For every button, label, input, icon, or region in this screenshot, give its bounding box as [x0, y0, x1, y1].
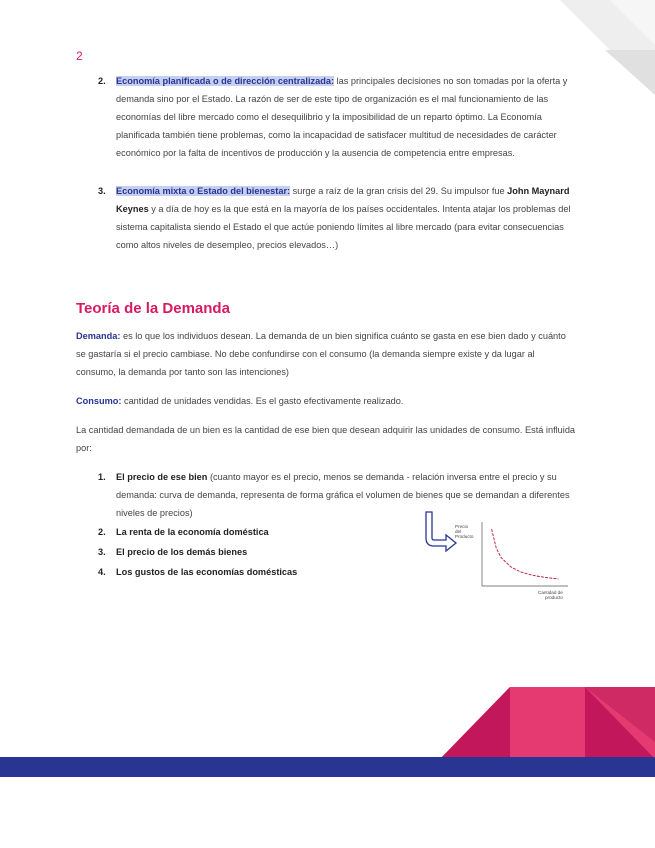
- x-axis-label: [538, 590, 564, 600]
- person-name: John Maynard Keynes: [116, 186, 570, 214]
- list-text: [116, 182, 583, 254]
- factor-text: (cuanto mayor es el precio, menos se demanda - relación inversa entre el precio y su demanda: curva de demanda, representa de forma gráfica el volumen de bienes que se demandan a diferentes niveles de precios): [116, 472, 570, 518]
- y-label-line: del: [455, 529, 462, 534]
- bottom-decoration: [440, 687, 655, 759]
- list-number: 1.: [98, 472, 106, 482]
- list-number: 4.: [98, 567, 106, 577]
- definition-text: las principales decisiones no son tomadas por la oferta y demanda sino por el Estado. La razón de ser de este tipo de organización es el mal funcionamiento de las economías del libre mercado como el desequilibrio y la imposibilidad de un reparto óptimo. La Economía planificada también tiene problemas, como la incapacidad de satisfacer multitud de necesidades de carácter económico por la falta de incentivos de producción y la ausencia de competencia entre empresas.: [116, 76, 568, 158]
- footer-band: [0, 757, 655, 777]
- factor-label: La renta de la economía doméstica: [116, 527, 269, 537]
- factor-label: El precio de ese bien: [116, 472, 208, 482]
- definition-text: cantidad de unidades vendidas. Es el gasto efectivamente realizado.: [121, 396, 404, 406]
- y-label-line: Producto: [455, 534, 474, 539]
- y-label-line: Precio: [455, 524, 469, 529]
- section-title: Teoría de la Demanda: [76, 300, 230, 317]
- term-keyword: Consumo:: [76, 396, 122, 406]
- list-item-planned-economy: [98, 72, 583, 162]
- list-number: 3.: [98, 186, 106, 196]
- y-axis-label: [455, 524, 474, 539]
- list-item-mixed-economy: [98, 182, 583, 254]
- x-label-line: producto: [545, 595, 563, 600]
- definition-text: es lo que los individuos desean. La demanda de un bien significa cuánto se gasta en ese bien dado y cuánto se gastaría si el precio cambiase. No debe confundirse con el consumo (la demanda siempre existe y da lugar al consumo, la demanda por tanto son las intenciones): [76, 331, 566, 377]
- demand-curve-line: [492, 529, 559, 579]
- demanda-paragraph: [76, 327, 576, 381]
- factor-label: Los gustos de las economías domésticas: [116, 567, 298, 577]
- definition-text: surge a raíz de la gran crisis del 29. Su impulsor fue: [290, 186, 508, 196]
- consumo-paragraph: [76, 392, 576, 410]
- list-text: [116, 72, 583, 162]
- demand-curve-chart: [450, 518, 575, 603]
- x-label-line: Cantidad de: [538, 590, 563, 595]
- factor-label: El precio de los demás bienes: [116, 547, 248, 557]
- term-highlight: Economía mixta o Estado del bienestar:: [116, 186, 291, 196]
- list-number: 3.: [98, 547, 106, 557]
- list-text: [116, 468, 576, 522]
- intro-paragraph: La cantidad demandada de un bien es la cantidad de ese bien que desean adquirir las unidades de consumo. Está influida por:: [76, 425, 576, 453]
- page-number: 2: [76, 49, 83, 63]
- factor-item-1: [98, 468, 576, 522]
- list-number: 2.: [98, 76, 106, 86]
- list-number: 2.: [98, 527, 106, 537]
- definition-text: y a día de hoy es la que está en la mayoría de los países occidentales. Intenta atajar los problemas del sistema capitalista siendo el Estado el que actúe poniendo límites al libre mercado (para evitar consecuencias como altos niveles de desempleo, precios elevados…): [116, 204, 571, 250]
- term-highlight: Economía planificada o de dirección centralizada:: [116, 76, 335, 86]
- term-keyword: Demanda:: [76, 331, 121, 341]
